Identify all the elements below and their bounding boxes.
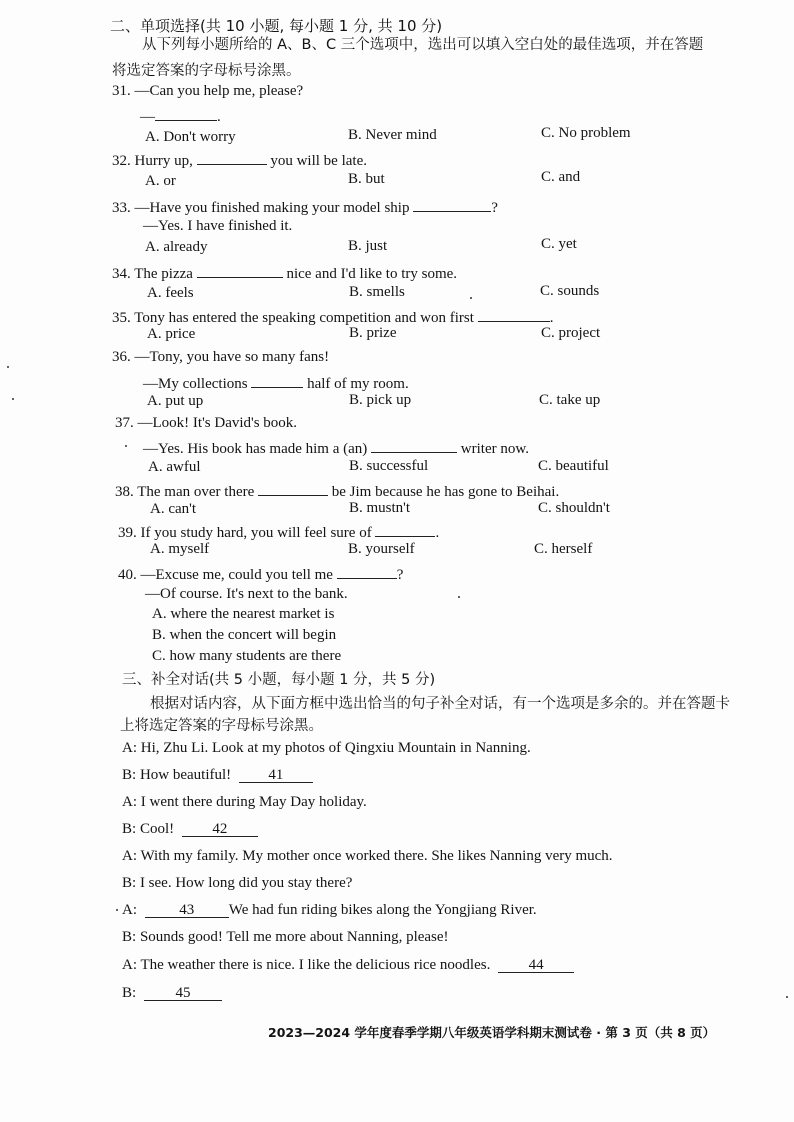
scan-speck <box>12 398 14 400</box>
option-40-c: C. how many students are there <box>152 648 342 664</box>
question-38: 38. The man over there be Jim because he has gone to Beihai. <box>115 481 559 500</box>
dialogue-line-6: B: I see. How long did you stay there? <box>122 875 353 891</box>
section-2-instruction-2: 将选定答案的字母标号涂黑。 <box>112 63 301 79</box>
option-35-b: B. prize <box>349 325 397 341</box>
section-3-instruction-1: 根据对话内容，从下面方框中选出恰当的句子补全对话，有一个选项是多余的。并在答题卡 <box>150 696 730 712</box>
answer-blank[interactable] <box>375 522 435 537</box>
answer-blank[interactable] <box>337 564 397 579</box>
question-32: 32. Hurry up, you will be late. <box>112 150 367 169</box>
option-37-a: A. awful <box>148 459 201 475</box>
option-40-b: B. when the concert will begin <box>152 627 337 643</box>
option-35-c: C. project <box>541 325 601 341</box>
section-3-instruction-2: 上将选定答案的字母标号涂黑。 <box>120 718 323 734</box>
option-31-a: A. Don't worry <box>145 129 236 145</box>
scan-speck <box>7 366 9 368</box>
option-37-b: B. successful <box>349 458 429 474</box>
dialogue-line-1: A: Hi, Zhu Li. Look at my photos of Qingxiu Mountain in Nanning. <box>122 740 531 756</box>
scan-speck <box>116 909 118 911</box>
question-37-reply: —Yes. His book has made him a (an) writer now. <box>143 438 529 457</box>
question-31: 31. —Can you help me, please? <box>112 83 304 99</box>
dialogue-line-4: B: Cool! 42 <box>122 822 258 837</box>
question-33: 33. —Have you finished making your model ship ? <box>112 197 498 216</box>
blank-43[interactable]: 43 <box>145 903 229 918</box>
section-3-title: 三、补全对话(共 5 小题，每小题 1 分，共 5 分) <box>122 672 436 688</box>
dialogue-line-5: A: With my family. My mother once worked there. She likes Nanning very much. <box>122 848 613 864</box>
question-37: 37. —Look! It's David's book. <box>115 415 298 431</box>
scan-speck <box>125 445 127 447</box>
answer-blank[interactable] <box>413 197 491 212</box>
answer-blank[interactable] <box>371 438 457 453</box>
option-35-a: A. price <box>147 326 196 342</box>
question-39: 39. If you study hard, you will feel sure of . <box>118 522 439 541</box>
question-31-answer-line: — . <box>140 106 221 125</box>
dialogue-line-10: B: 45 <box>122 986 222 1001</box>
option-32-a: A. or <box>145 173 176 189</box>
dialogue-line-8: B: Sounds good! Tell me more about Nanning, please! <box>122 929 449 945</box>
question-34: 34. The pizza nice and I'd like to try some. <box>112 263 457 282</box>
answer-blank[interactable] <box>258 481 328 496</box>
option-33-b: B. just <box>348 238 388 254</box>
option-34-a: A. feels <box>147 285 194 301</box>
option-34-b: B. smells <box>349 284 405 300</box>
option-38-c: C. shouldn't <box>538 500 610 516</box>
page-footer: 2023—2024 学年度春季学期八年级英语学科期末测试卷 · 第 3 页（共 8 页） <box>268 1025 716 1040</box>
option-39-b: B. yourself <box>348 541 415 557</box>
answer-blank[interactable] <box>251 373 303 388</box>
answer-blank[interactable] <box>155 106 217 121</box>
option-33-a: A. already <box>145 239 208 255</box>
scan-speck <box>786 996 788 998</box>
scan-speck <box>458 596 460 598</box>
question-36: 36. —Tony, you have so many fans! <box>112 349 330 365</box>
section-2-header-text: 二、单项选择(共 10 小题, 每小题 1 分, 共 10 分) <box>110 17 443 35</box>
question-40-reply: —Of course. It's next to the bank. <box>145 586 348 602</box>
answer-blank[interactable] <box>478 307 550 322</box>
question-33-reply: —Yes. I have finished it. <box>143 218 293 234</box>
section-2-instruction-1: 从下列每小题所给的 A、B、C 三个选项中，选出可以填入空白处的最佳选项，并在答题 <box>142 37 704 53</box>
option-40-a: A. where the nearest market is <box>152 606 335 622</box>
option-36-a: A. put up <box>147 393 204 409</box>
option-39-c: C. herself <box>534 541 593 557</box>
scan-speck <box>470 297 472 299</box>
blank-45[interactable]: 45 <box>144 986 222 1001</box>
option-36-b: B. pick up <box>349 392 412 408</box>
option-31-b: B. Never mind <box>348 127 437 143</box>
dialogue-line-3: A: I went there during May Day holiday. <box>122 794 367 810</box>
blank-44[interactable]: 44 <box>498 958 574 973</box>
option-33-c: C. yet <box>541 236 577 252</box>
answer-blank[interactable] <box>197 263 283 278</box>
question-40: 40. —Excuse me, could you tell me ? <box>118 564 403 583</box>
question-35: 35. Tony has entered the speaking competition and won first . <box>112 307 553 326</box>
dialogue-line-7: A: 43 We had fun riding bikes along the Yongjiang River. <box>122 902 537 918</box>
option-36-c: C. take up <box>539 392 601 408</box>
option-34-c: C. sounds <box>540 283 600 299</box>
section-2-header-cut <box>110 17 443 35</box>
option-39-a: A. myself <box>150 541 210 557</box>
dialogue-line-2: B: How beautiful! 41 <box>122 768 313 783</box>
option-31-c: C. No problem <box>541 125 631 141</box>
question-36-reply: —My collections half of my room. <box>143 373 409 392</box>
blank-41[interactable]: 41 <box>239 768 313 783</box>
option-38-b: B. mustn't <box>349 500 411 516</box>
blank-42[interactable]: 42 <box>182 822 258 837</box>
option-32-c: C. and <box>541 169 581 185</box>
option-37-c: C. beautiful <box>538 458 609 474</box>
answer-blank[interactable] <box>197 150 267 165</box>
option-32-b: B. but <box>348 171 385 187</box>
dialogue-line-9: A: The weather there is nice. I like the delicious rice noodles. 44 <box>122 958 574 973</box>
option-38-a: A. can't <box>150 501 197 517</box>
